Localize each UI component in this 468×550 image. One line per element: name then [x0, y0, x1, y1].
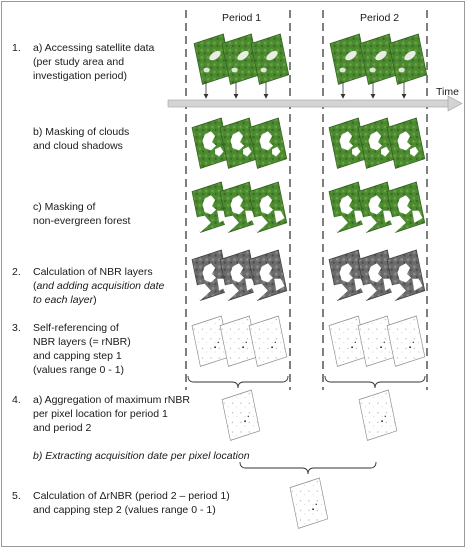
step-4a-line-2: per pixel location for period 1: [33, 408, 168, 420]
row-forestmask-p1: [192, 182, 287, 232]
step-1a-line-2: (per study area and: [33, 56, 125, 68]
aggregation-brackets: [188, 376, 425, 388]
aggregated-p2: [359, 390, 397, 440]
row-cloudmask-p1: [192, 118, 287, 168]
row-rnbr-p2: [329, 316, 425, 366]
step-1b-line-1: b) Masking of clouds: [33, 126, 130, 138]
step-3-line-4: (values range 0 - 1): [33, 364, 125, 376]
step-2-italic-2: to each layer: [33, 294, 94, 306]
step-1a-line-3: investigation period): [33, 70, 127, 82]
download-arrows: [206, 82, 404, 98]
aggregated-p1: [222, 390, 260, 440]
step-1c-line-1: c) Masking of: [33, 201, 96, 213]
row-sat-p1: [194, 34, 289, 84]
row-sat-p2: [330, 34, 427, 84]
step-4b-text: b) Extracting acquisition date per pixel location: [33, 450, 250, 462]
step-3-line-2: NBR layers (= rNBR): [33, 336, 131, 348]
step-1-number: 1.: [12, 42, 21, 54]
step-2-close-paren: ): [93, 294, 97, 306]
step-4a-line-3: and period 2: [33, 422, 92, 434]
row-nbr-p2: [329, 250, 425, 300]
period-1-label: Period 1: [222, 12, 262, 24]
step-4a-line-1: a) Aggregation of maximum rNBR: [33, 394, 190, 406]
step-2-open-paren: (: [33, 280, 37, 292]
period-2-label: Period 2: [360, 12, 400, 24]
row-nbr-p1: [192, 250, 287, 300]
step-3-line-1: Self-referencing of: [33, 322, 119, 334]
row-cloudmask-p2: [329, 118, 425, 168]
step-5-number: 5.: [12, 490, 21, 502]
step-2-italic-1: and adding acquisition date: [36, 280, 165, 292]
time-arrow: [168, 96, 462, 111]
row-rnbr-p1: [192, 316, 287, 366]
time-label: Time: [436, 86, 459, 98]
step-5-line-2: and capping step 2 (values range 0 - 1): [33, 504, 216, 516]
step-2-line-1: Calculation of NBR layers: [33, 266, 153, 278]
step-4-number: 4.: [12, 394, 21, 406]
delta-rnbr-tile: [290, 478, 328, 528]
step-1a-line-1: a) Accessing satellite data: [33, 42, 155, 54]
step-3-number: 3.: [12, 322, 21, 334]
step-5-line-1: Calculation of ΔrNBR (period 2 – period 1): [33, 490, 230, 502]
step-1b-line-2: and cloud shadows: [33, 140, 123, 152]
difference-bracket: [240, 462, 376, 474]
step-1c-line-2: non-evergreen forest: [33, 215, 131, 227]
step-2-number: 2.: [12, 266, 21, 278]
step-3-line-3: and capping step 1: [33, 350, 122, 362]
row-forestmask-p2: [329, 182, 425, 232]
